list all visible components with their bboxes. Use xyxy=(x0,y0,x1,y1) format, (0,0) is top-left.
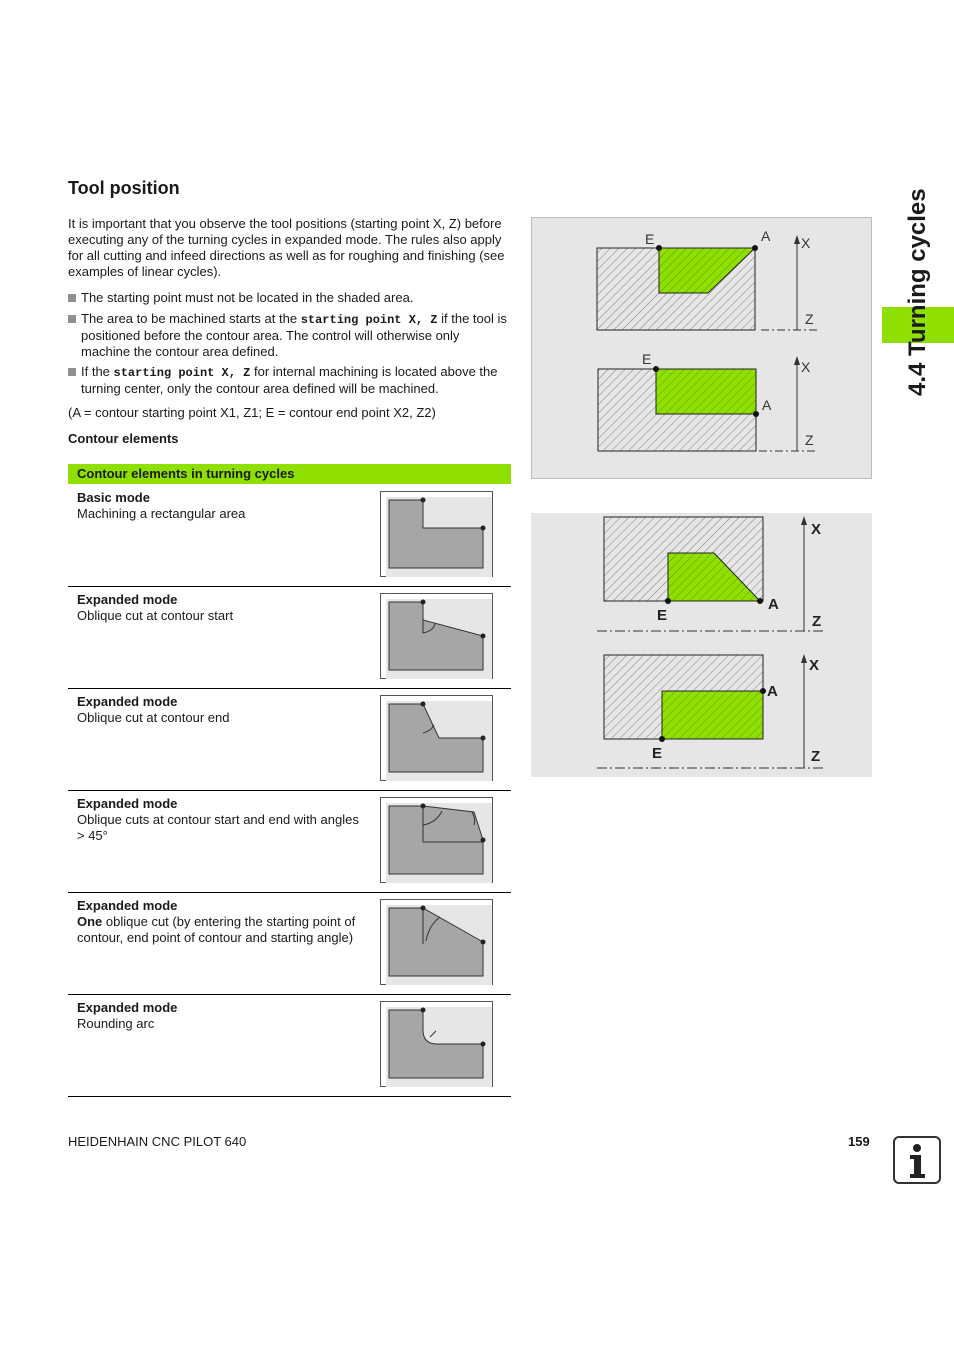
row-title: Basic mode xyxy=(77,490,150,505)
legend-text: (A = contour starting point X1, Z1; E = contour end point X2, Z2) xyxy=(68,405,436,420)
rectangle-contour-icon xyxy=(380,491,493,577)
table-row xyxy=(68,791,511,893)
label-e: E xyxy=(642,351,652,367)
bullet-square-icon xyxy=(68,294,76,302)
info-icon xyxy=(893,1136,941,1184)
row-title: Expanded mode xyxy=(77,592,178,607)
tool-position-figure-2 xyxy=(531,513,872,777)
row-title: Expanded mode xyxy=(77,694,178,709)
label-a: A xyxy=(768,596,779,613)
oblique-end-icon xyxy=(380,695,493,781)
bullet-square-icon xyxy=(68,315,76,323)
svg-text:4.4 Turning cycles: 4.4 Turning cycles xyxy=(904,188,931,396)
label-z: Z xyxy=(811,748,821,765)
bullet-square-icon xyxy=(68,368,76,376)
label-x: X xyxy=(801,235,811,251)
table-row xyxy=(68,893,511,995)
row-title: Expanded mode xyxy=(77,796,178,811)
label-a: A xyxy=(767,683,778,700)
bullet-item: If the starting point X, Z for internal machining is located above the turning center, only the contour area defined will be machined. xyxy=(68,364,512,397)
bullet-item: The area to be machined starts at the starting point X, Z if the tool is positioned before the contour area. The control will otherwise only machine the contour area defined. xyxy=(68,311,512,360)
label-e: E xyxy=(652,745,663,762)
oblique-start-icon xyxy=(380,593,493,679)
row-desc: Rounding arc xyxy=(77,1016,155,1031)
row-desc: Oblique cut at contour start xyxy=(77,608,234,623)
label-z: Z xyxy=(805,432,814,448)
label-a: A xyxy=(761,228,771,244)
chapter-title xyxy=(870,180,950,400)
page-number: 159 xyxy=(848,1134,870,1149)
label-x: X xyxy=(811,521,822,538)
row-desc: Machining a rectangular area xyxy=(77,506,246,521)
oblique-both-icon xyxy=(380,797,493,883)
row-title: Expanded mode xyxy=(77,898,178,913)
table-row xyxy=(68,485,511,587)
section-title: Tool position xyxy=(68,178,180,198)
table-row xyxy=(68,689,511,791)
row-desc: Oblique cuts at contour start and end with angles > 45° xyxy=(77,812,359,843)
table-row xyxy=(68,995,511,1097)
single-oblique-icon xyxy=(380,899,493,985)
label-a: A xyxy=(762,397,772,413)
label-e: E xyxy=(657,607,668,624)
label-z: Z xyxy=(805,311,814,327)
rounding-arc-icon xyxy=(380,1001,493,1087)
label-x: X xyxy=(809,657,820,674)
table-row xyxy=(68,587,511,689)
row-desc: Oblique cut at contour end xyxy=(77,710,230,725)
subheading: Contour elements xyxy=(68,431,179,446)
tool-position-figure-1 xyxy=(531,217,872,479)
label-e: E xyxy=(645,231,655,247)
label-z: Z xyxy=(812,613,822,630)
bullet-item: The starting point must not be located in the shaded area. xyxy=(68,290,512,306)
footer-title: HEIDENHAIN CNC PILOT 640 xyxy=(68,1134,247,1149)
label-x: X xyxy=(801,359,811,375)
intro-paragraph: It is important that you observe the tool positions (starting point X, Z) before executing any of the turning cycles in expanded mode. The rules also apply for all cutting and infeed directions as well as for roughing and finishing (see examples of linear cycles). xyxy=(68,216,505,279)
row-desc: One oblique cut (by entering the starting point of contour, end point of contour and starting angle) xyxy=(77,914,356,945)
row-title: Expanded mode xyxy=(77,1000,178,1015)
table-header: Contour elements in turning cycles xyxy=(68,464,511,484)
